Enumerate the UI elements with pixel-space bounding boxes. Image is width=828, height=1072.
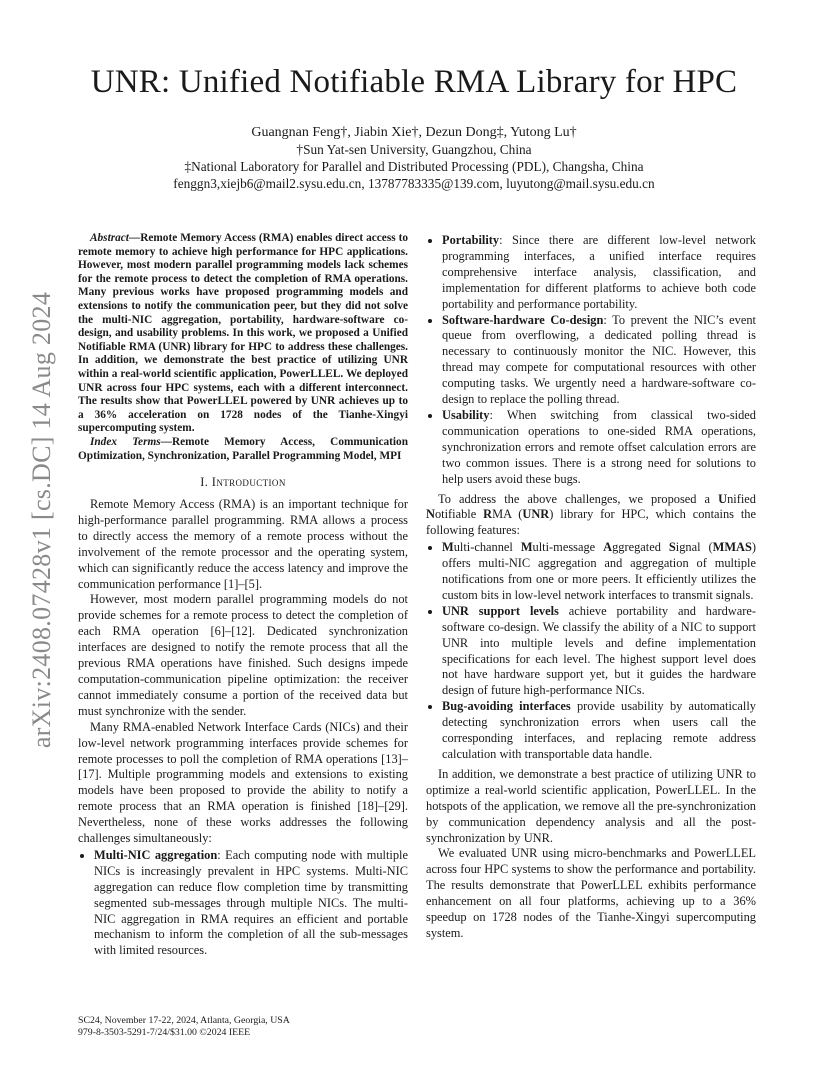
challenge-term: Multi-NIC aggregation [94, 847, 218, 862]
affiliation-1: †Sun Yat-sen University, Guangzhou, China [296, 142, 532, 157]
challenge-list-continued [426, 233, 756, 488]
mmas-m1: M [442, 540, 454, 555]
p4-nified: nified [727, 491, 756, 506]
paper-title: UNR: Unified Notifiable RMA Library for HPC [90, 64, 738, 100]
mmas-acronym: MMAS [712, 540, 752, 555]
p4-unr: UNR [522, 507, 550, 522]
arxiv-identifier [22, 280, 62, 760]
affiliation-2: ‡National Laboratory for Parallel and Distributed Processing (PDL), Changsha, China [184, 159, 644, 174]
challenge-text: : When switching from classical two-sided communication operations to one-sided RMA operations, synchronization errors and remote offset calculation errors are two common issues. There is a strong need for solutions to help users avoid these bugs. [442, 407, 756, 486]
challenge-term: Usability [442, 407, 490, 422]
mmas-a: A [603, 540, 613, 555]
feature-term: UNR support levels [442, 603, 559, 618]
feature-text: achieve portability and hardware-software co-design. We classify the ability of a NIC to support UNR into multiple levels and define implementation specifications for each level. The highest support level does not have hardware support yet, but it guides the hardware design of future high-performance NICs. [442, 603, 756, 698]
intro-paragraph-6: We evaluated UNR using micro-benchmarks and PowerLLEL across four HPC systems to show the performance and portability. The results demonstrate that PowerLLEL exhibits performance enhancement on all four platforms, achieving up to a 36% speedup on 1728 nodes of the Tianhe-Xingyi supercomputing system. [426, 846, 756, 940]
p4-otifiable: otifiable [434, 507, 484, 522]
section-number: I. [200, 475, 209, 490]
section-title: Introduction [211, 475, 286, 490]
author-emails: fenggn3,xiejb6@mail2.sysu.edu.cn, 13787783335@139.com, luyutong@mail.sysu.edu.cn [173, 176, 655, 191]
section-heading-introduction [78, 475, 408, 491]
feature-item [442, 699, 756, 763]
feature-list [426, 540, 756, 763]
p4-end: ) library for HPC, which contains the following features: [426, 507, 756, 538]
copyright-line: 979-8-3503-5291-7/24/$31.00 ©2024 IEEE [78, 1027, 251, 1038]
right-column [426, 232, 756, 942]
mmas-s: S [668, 540, 676, 555]
p4-ma: MA ( [492, 507, 523, 522]
challenge-item [442, 313, 756, 408]
feature-item [442, 604, 756, 699]
mmas-close: ) [751, 540, 756, 555]
challenge-term: Software-hardware Co-design [442, 312, 604, 327]
mmas-ggregated: ggregated [612, 540, 669, 555]
abstract-text: —Remote Memory Access (RMA) enables direct access to remote memory to achieve high performance for HPC applications. However, most modern parallel programming models lack schemes for the remote process to detect the completion of RMA operations. Many previous works have proposed programming models and extensions to notify the communication peer, but they did not solve the multi-NIC aggregation, portability, hardware-software co-design, and usability problems. In this work, we proposed a Unified Notifiable RMA (UNR) library for HPC to address these challenges. In addition, we demonstrate the best practice of utilizing UNR within a real-world scientific application, PowerLLEL. We deployed UNR across four HPC systems, each with a different interconnect. The results show that PowerLLEL powered by UNR achieves up to a 36% acceleration on 1728 nodes of the Tianhe-Xingyi supercomputing system. [78, 232, 408, 435]
challenge-term: Portability [442, 233, 500, 247]
mmas-ulti2: ulti-message [532, 540, 604, 555]
challenge-item [442, 408, 756, 488]
challenge-text: : To prevent the NIC’s event queue from overflowing, a dedicated polling thread is necessary to continuously monitor the NIC. However, this thread may compete for computational resources with other computing tasks. We urgently need a hardware-software co-design to replace the polling thread. [442, 312, 756, 407]
feature-text: provide usability by automatically detecting synchronization errors when users call the corresponding interfaces, and replacing remote address calculation with transportable data handle. [442, 699, 756, 761]
challenge-text: : Each computing node with multiple NICs is increasingly prevalent in HPC systems. Multi-NIC aggregation can reduce flow completion time by transmitting segmented sub-messages through multiple NICs. The multi-NIC aggregation in RMA requires an efficient and portable mechanism to inform the completion of all the sub-messages with limited resources. [94, 847, 409, 958]
challenge-list [78, 848, 408, 959]
challenge-text: : Since there are different low-level network programming interfaces, a unified interface requires comprehensive interface analysis, classification, and implementation for different platforms to achieve both code portability and performance portability. [442, 233, 756, 311]
arxiv-identifier-text: arXiv:2408.07428v1 [cs.DC] 14 Aug 2024 [27, 291, 56, 749]
mmas-ignal: ignal ( [675, 540, 713, 555]
challenge-item [94, 848, 408, 959]
author-names: Guangnan Feng†, Jiabin Xie†, Dezun Dong‡, Yutong Lu† [251, 125, 577, 140]
intro-paragraph-1: Remote Memory Access (RMA) is an important technique for high-performance parallel programming. RMA allows a process to directly access the memory of a remote process without the involvement of the remote processor and the operating system, which can significantly reduce the access latency and improve the communication performance [1]–[5]. [78, 497, 408, 591]
author-block [0, 124, 828, 192]
abstract [78, 232, 408, 436]
index-terms-label: Index Terms [90, 435, 161, 448]
index-terms-text: —Remote Memory Access, Communication Optimization, Synchronization, Parallel Programming Model, MPI [78, 435, 408, 462]
intro-paragraph-5: In addition, we demonstrate a best practice of utilizing UNR to optimize a real-world scientific application, PowerLLEL. In the hotspots of the application, we remove all the pre-synchronization by communication dependency analysis and all the post-synchronization by UNR. [426, 766, 756, 845]
intro-paragraph-4 [426, 492, 756, 540]
mmas-ulti1: ulti-channel [453, 540, 521, 555]
mmas-m2: M [520, 540, 533, 555]
p4-r: R [483, 507, 493, 522]
feature-term: Bug-avoiding interfaces [442, 699, 571, 714]
intro-paragraph-2: However, most modern parallel programming models do not provide schemes for a remote process to detect the completion of each RMA operation [6]–[12]. Dedicated synchronization interfaces are designed to notify the remote process that all the previous RMA operations have finished. Such designs impede computation-communication pipeline optimization: the receiver cannot immediately consume a portion of the received data but must synchronize with the sender. [78, 592, 408, 718]
abstract-label: Abstract [90, 232, 129, 244]
index-terms [78, 436, 408, 463]
left-column [78, 232, 408, 963]
copyright-footer [78, 1015, 290, 1039]
p4-u: U [718, 491, 728, 506]
feature-item [442, 540, 756, 604]
p4-n: N [426, 507, 435, 522]
feature-text: offers multi-NIC aggregation and aggregation of multiple notifications from one or more peers. It efficiently utilizes the custom bits in low-level network interfaces to transmit signals. [442, 556, 756, 602]
intro-paragraph-3: Many RMA-enabled Network Interface Cards (NICs) and their low-level network programming interfaces provide schemes for remote processes to poll the completion of RMA operations [13]–[17]. Multiple programming models and extensions to existing models have been proposed to provide the ability to notify a remote process that an RMA operation is finished [18]–[29]. Nevertheless, none of these works addresses the following challenges simultaneously: [78, 719, 408, 846]
challenge-item [442, 233, 756, 313]
p4-start: To address the above challenges, we proposed a [438, 491, 719, 506]
conference-line: SC24, November 17-22, 2024, Atlanta, Georgia, USA [78, 1015, 290, 1026]
